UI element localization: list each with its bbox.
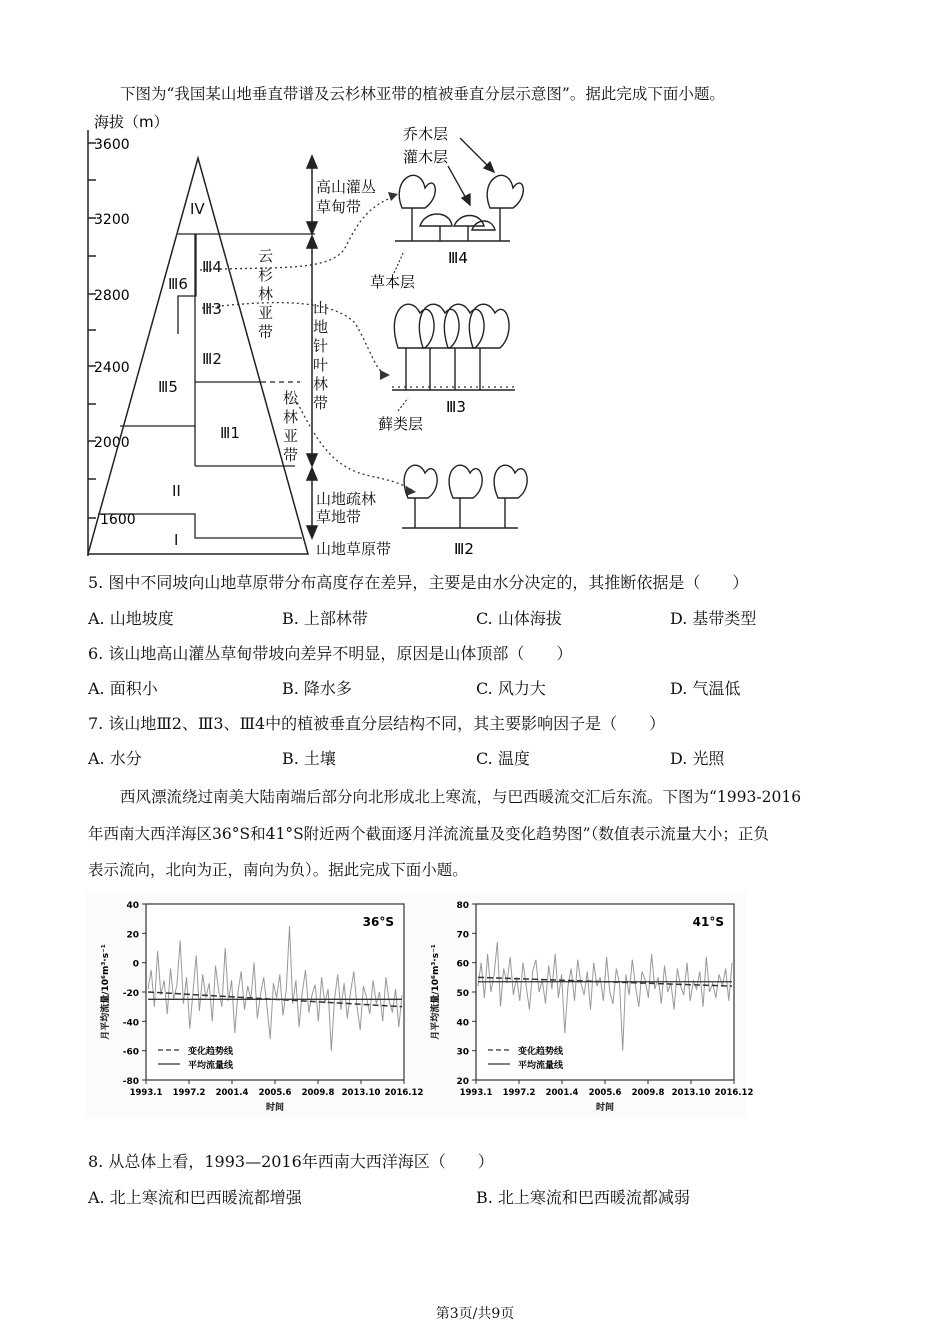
intro-paragraph-2-line-2: 年西南大西洋海区36°S和41°S附近两个截面逐月洋流流量及变化趋势图”（数值表示流量大小；正负 xyxy=(88,825,769,843)
question-6-option-d[interactable]: D. 气温低 xyxy=(670,679,741,698)
page-footer: 第3页/共9页 xyxy=(435,1306,515,1322)
y-axis-label: 月平均流量/10⁶m³·s⁻¹ xyxy=(431,944,441,1040)
question-7-option-c[interactable]: C. 温度 xyxy=(476,749,530,768)
question-7-option-d[interactable]: D. 光照 xyxy=(670,749,725,768)
sub-label-spruce: 云杉林亚带 xyxy=(256,248,274,343)
zone-II: II xyxy=(172,482,181,500)
question-5-option-a[interactable]: A. 山地坡度 xyxy=(88,609,174,628)
x-tick-label: 2016.12 xyxy=(384,1088,424,1098)
tick-1600: 1600 xyxy=(100,512,136,528)
legend-trend-label: 变化趋势线 xyxy=(188,1047,234,1057)
y-tick-label: 40 xyxy=(456,1018,469,1029)
zone-I: I xyxy=(174,531,179,549)
y-axis-label: 月平均流量/10⁶m³·s⁻¹ xyxy=(101,944,111,1040)
question-7-option-b[interactable]: B. 土壤 xyxy=(282,749,336,768)
panel-label-III4: Ⅲ4 xyxy=(448,249,468,267)
y-tick-label: -60 xyxy=(122,1047,139,1058)
layer-label-shrub: 灌木层 xyxy=(403,148,449,166)
layer-label-herb: 草本层 xyxy=(370,273,416,291)
vertical-belt-diagram xyxy=(80,108,780,568)
y-tick-label: 60 xyxy=(456,959,469,970)
x-tick-label: 2016.12 xyxy=(714,1088,754,1098)
question-5-option-b[interactable]: B. 上部林带 xyxy=(282,609,368,628)
belt-label-conifer: 山地针叶林带 xyxy=(311,300,329,414)
layer-label-arbor: 乔木层 xyxy=(403,125,449,143)
x-tick-label: 2013.10 xyxy=(341,1088,381,1098)
x-tick-label: 2001.4 xyxy=(545,1088,579,1098)
chart-36S xyxy=(86,892,424,1117)
y-tick-label: 70 xyxy=(456,930,469,941)
x-tick-label: 1997.2 xyxy=(172,1088,206,1098)
x-tick-label: 2005.6 xyxy=(588,1088,622,1098)
plot-frame xyxy=(476,904,734,1080)
chart-41S xyxy=(416,892,754,1117)
chart-title: 41°S xyxy=(692,915,724,929)
y-tick-label: -20 xyxy=(122,989,139,999)
panel-label-III2: Ⅲ2 xyxy=(454,540,474,558)
zone-III1: Ⅲ1 xyxy=(220,424,240,442)
x-axis-label: 时间 xyxy=(265,1103,285,1113)
zone-III5: Ⅲ5 xyxy=(158,378,178,396)
question-6-option-b[interactable]: B. 降水多 xyxy=(282,679,352,698)
x-tick-label: 1993.1 xyxy=(129,1088,163,1098)
legend-mean-label: 平均流量线 xyxy=(188,1061,234,1071)
chart-title: 36°S xyxy=(362,915,394,929)
y-tick-label: 0 xyxy=(132,959,139,970)
y-tick-label: -40 xyxy=(122,1018,139,1029)
x-tick-label: 1993.1 xyxy=(459,1088,493,1098)
belt-label-open-forest-1: 山地疏林 xyxy=(316,490,377,508)
question-7-option-a[interactable]: A. 水分 xyxy=(88,749,142,768)
panel-III2 xyxy=(402,465,527,528)
zone-III6: Ⅲ6 xyxy=(168,275,188,293)
y-tick-label: 30 xyxy=(456,1047,469,1058)
x-tick-label: 2005.6 xyxy=(258,1088,292,1098)
question-6-stem: 6. 该山地高山灌丛草甸带坡向差异不明显，原因是山体顶部（ ） xyxy=(88,644,573,663)
layer-label-moss: 藓类层 xyxy=(378,415,424,433)
y-tick-label: 40 xyxy=(126,901,139,911)
zone-III4: Ⅲ4 xyxy=(202,258,222,276)
question-7-stem: 7. 该山地Ⅲ2、Ⅲ3、Ⅲ4中的植被垂直分层结构不同，其主要影响因子是（ ） xyxy=(88,714,666,733)
tick-3200: 3200 xyxy=(94,212,130,228)
intro-paragraph-2-line-3: 表示流向，北向为正，南向为负）。据此完成下面小题。 xyxy=(88,861,468,879)
y-tick-label: -80 xyxy=(122,1077,139,1087)
x-tick-label: 2009.8 xyxy=(631,1088,665,1098)
intro-paragraph-2-line-1: 西风漂流绕过南美大陆南端后部分向北形成北上寒流，与巴西暖流交汇后东流。下图为“1993-2016 xyxy=(120,788,802,806)
question-5-stem: 5. 图中不同坡向山地草原带分布高度存在差异，主要是由水分决定的，其推断依据是（ ） xyxy=(88,573,749,592)
x-tick-label: 2009.8 xyxy=(301,1088,335,1098)
y-tick-label: 80 xyxy=(456,901,469,911)
question-6-option-a[interactable]: A. 面积小 xyxy=(88,679,158,698)
zone-III2: Ⅲ2 xyxy=(202,350,222,368)
panel-III3 xyxy=(392,304,515,390)
belt-label-alpine-2: 草甸带 xyxy=(316,198,362,216)
x-tick-label: 2013.10 xyxy=(671,1088,711,1098)
y-tick-label: 20 xyxy=(456,1077,469,1087)
tick-2800: 2800 xyxy=(94,288,130,304)
question-8-stem: 8. 从总体上看，1993—2016年西南大西洋海区（ ） xyxy=(88,1152,494,1171)
intro-paragraph-1: 下图为“我国某山地垂直带谱及云杉林亚带的植被垂直分层示意图”。据此完成下面小题。 xyxy=(120,85,725,103)
question-5-option-c[interactable]: C. 山体海拔 xyxy=(476,609,562,628)
belt-label-open-forest-2: 草地带 xyxy=(316,508,362,526)
tick-3600: 3600 xyxy=(94,137,130,153)
belt-label-alpine-1: 高山灌丛 xyxy=(316,178,377,196)
y-tick-label: 20 xyxy=(126,930,139,941)
axis-label: 海拔（m） xyxy=(94,113,169,131)
belt-label-steppe: 山地草原带 xyxy=(316,540,392,558)
zone-IV: IV xyxy=(190,200,205,218)
tick-2400: 2400 xyxy=(94,360,130,376)
x-axis-label: 时间 xyxy=(595,1103,615,1113)
zone-III3: Ⅲ3 xyxy=(202,300,222,318)
x-tick-label: 1997.2 xyxy=(502,1088,536,1098)
x-tick-label: 2001.4 xyxy=(215,1088,249,1098)
tick-2000: 2000 xyxy=(94,435,130,451)
panel-label-III3: Ⅲ3 xyxy=(446,398,466,416)
question-8-option-b[interactable]: B. 北上寒流和巴西暖流都减弱 xyxy=(476,1188,690,1207)
question-8-option-a[interactable]: A. 北上寒流和巴西暖流都增强 xyxy=(88,1188,302,1207)
sub-label-pine: 松林亚带 xyxy=(281,390,299,466)
question-6-option-c[interactable]: C. 风力大 xyxy=(476,679,546,698)
question-5-option-d[interactable]: D. 基带类型 xyxy=(670,609,757,628)
legend-mean-label: 平均流量线 xyxy=(518,1061,564,1071)
legend-trend-label: 变化趋势线 xyxy=(518,1047,564,1057)
y-tick-label: 50 xyxy=(456,989,469,999)
